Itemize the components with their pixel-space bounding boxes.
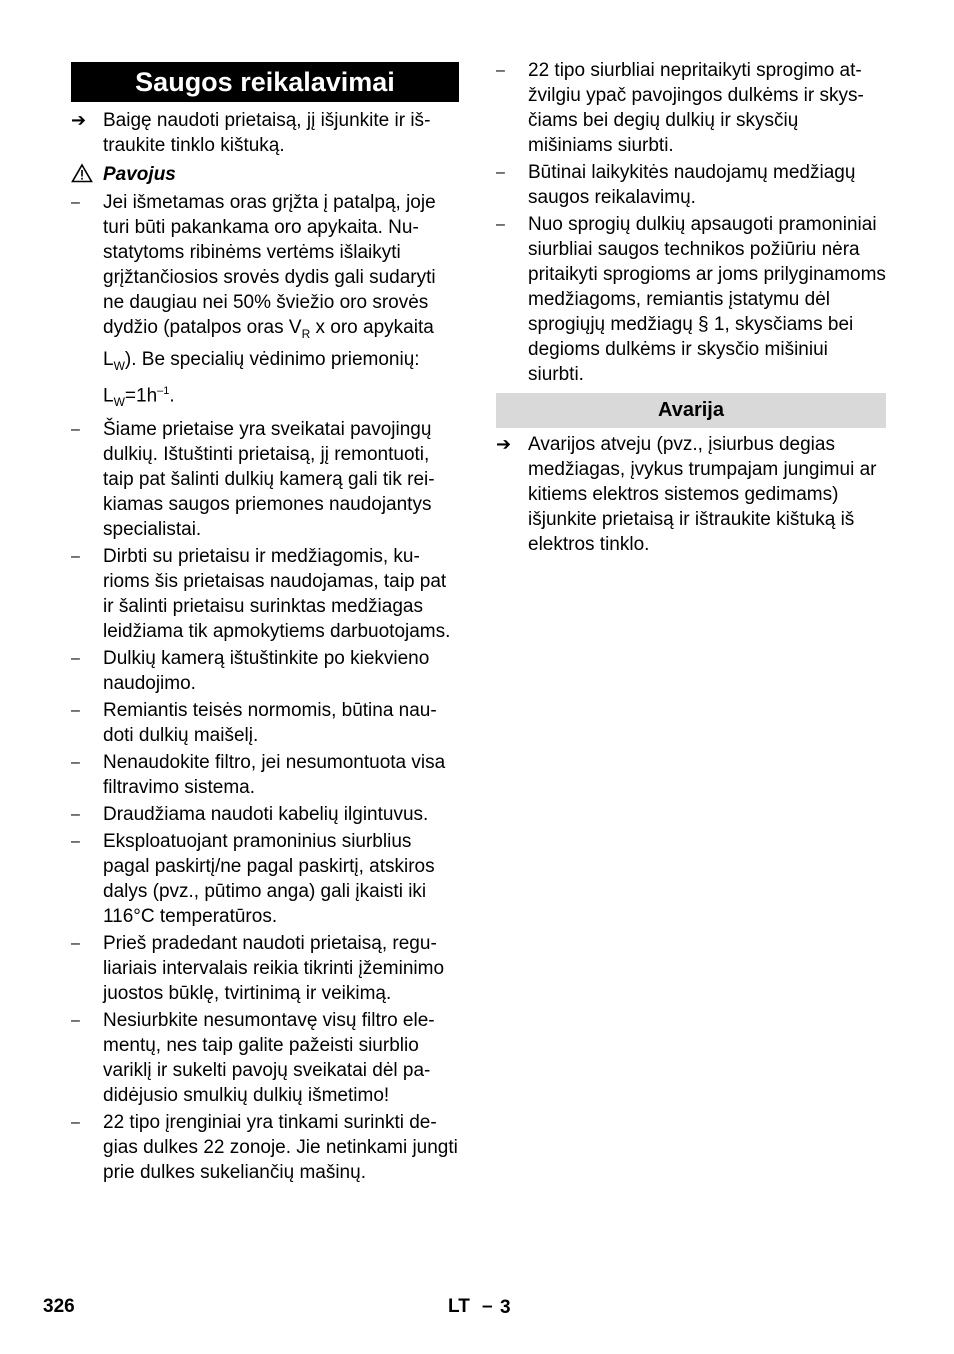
list-item-text: 22 tipo įrenginiai yra tinkami surinkti degias dulkes 22 zonoje. Jie netinkami jungti prie dulkes sukeliančių mašinų. bbox=[103, 1111, 458, 1183]
text-line: statytoms ribinėms vertėms išlaikyti bbox=[103, 242, 401, 263]
list-item-text: Eksploatuojant pramoninius siurblius pagal paskirtį/ne pagal paskirtį, atskiros dalys (pvz., pūtimo anga) gali įkaisti iki 116°C temperatūros. bbox=[103, 830, 435, 927]
dash-bullet: – bbox=[496, 216, 505, 233]
dash-bullet: – bbox=[71, 832, 80, 850]
instruction-item bbox=[496, 432, 886, 557]
left-column bbox=[71, 62, 459, 1187]
list-item-text: Šiame prietaise yra sveikatai pavojingų dulkių. Ištuštinti prietaisą, jį remontuoti, taip pat šalinti dulkių kamerą gali tik reikiamas saugos priemones naudojantys specialistai. bbox=[103, 418, 435, 540]
text-line: turi būti pakankama oro apykaita. Nu- bbox=[103, 217, 419, 238]
section-title-emergency: Avarija bbox=[496, 393, 886, 428]
subscript: W bbox=[113, 394, 125, 409]
section-title-safety: Saugos reikalavimai bbox=[71, 62, 459, 102]
dash-bullet: – bbox=[496, 62, 505, 79]
text-line: Jei išmetamas oras grįžta į patalpą, joje bbox=[103, 192, 436, 213]
right-arrow-icon: ➔ bbox=[71, 110, 87, 130]
list-item-text bbox=[103, 190, 459, 415]
dash-bullet: – bbox=[71, 1113, 80, 1131]
dash-bullet: – bbox=[71, 753, 80, 771]
list-item bbox=[71, 802, 459, 827]
list-item bbox=[71, 417, 459, 542]
list-item bbox=[496, 58, 886, 158]
list-item-text: Nuo sprogių dulkių apsaugoti pramoniniai siurbliai saugos technikos požiūriu nėra pritaikyti sprogioms ar joms prilyginamoms medžiagoms, remiantis įstatymu dėl sprogiųjų medžiagų § 1, skysčiams bei degioms dulkėms ir skysčio mišiniui siurbti. bbox=[528, 214, 886, 385]
list-item bbox=[496, 212, 886, 387]
list-item-text: 22 tipo siurbliai nepritaikyti sprogimo atžvilgiu ypač pavojingos dulkėms ir skysčiams bei degių dulkių ir skysčių mišiniams siurbti. bbox=[528, 60, 864, 156]
dash-bullet: – bbox=[71, 420, 80, 438]
list-item-text: Prieš pradedant naudoti prietaisą, reguliariais intervalais reikia tikrinti įžeminimo juostos būklę, tvirtinimą ir veikimą. bbox=[103, 932, 445, 1004]
list-item-text: Būtinai laikykitės naudojamų medžiagų saugos reikalavimų. bbox=[528, 162, 856, 208]
right-arrow-icon: ➔ bbox=[496, 434, 512, 454]
footer-dash: – bbox=[482, 1296, 493, 1317]
text-fragment: x oro apykaita bbox=[310, 317, 434, 338]
text-fragment: dydžio (patalpos oras V bbox=[103, 317, 302, 338]
right-column bbox=[496, 58, 886, 559]
list-item bbox=[71, 1008, 459, 1108]
list-item-text: Nesiurbkite nesumontavę visų filtro elementų, nes taip galite pažeisti siurblio variklį ir sukelti pavojų sveikatai dėl padidėjusio smulkių dulkių išmetimo! bbox=[103, 1009, 435, 1106]
dash-bullet: – bbox=[71, 805, 80, 823]
list-item bbox=[71, 190, 459, 415]
dash-bullet: – bbox=[71, 649, 80, 667]
text-fragment: L bbox=[103, 348, 114, 370]
list-item bbox=[71, 829, 459, 929]
dash-bullet: – bbox=[71, 934, 80, 952]
instruction-item bbox=[71, 108, 459, 158]
dash-bullet: – bbox=[496, 164, 505, 181]
list-item bbox=[71, 544, 459, 644]
dash-bullet: – bbox=[71, 1011, 80, 1029]
list-item bbox=[71, 931, 459, 1006]
list-item bbox=[71, 646, 459, 696]
dash-bullet: – bbox=[71, 194, 80, 211]
list-item bbox=[496, 160, 886, 210]
sub-page-number: 3 bbox=[500, 1297, 511, 1318]
instruction-text: Avarijos atveju (pvz., įsiurbus degias medžiagas, įvykus trumpajam jungimui ar kitiems elektros sistemos gedimams) išjunkite prietaisą ir ištraukite kištuką iš elektros tinklo. bbox=[528, 434, 877, 555]
subscript: R bbox=[301, 326, 311, 341]
text-fragment: ). Be specialių vėdinimo priemonių: bbox=[124, 348, 420, 370]
list-item-text: Dulkių kamerą ištuštinkite po kiekvieno naudojimo. bbox=[103, 647, 430, 694]
warning-heading bbox=[71, 162, 459, 187]
dash-bullet: – bbox=[71, 701, 80, 719]
superscript: –1 bbox=[157, 384, 170, 397]
language-code: LT bbox=[448, 1296, 470, 1317]
list-item-text: Nenaudokite filtro, jei nesumontuota visa filtravimo sistema. bbox=[103, 751, 446, 798]
list-item-text: Draudžiama naudoti kabelių ilgintuvus. bbox=[103, 803, 429, 825]
dash-bullet: – bbox=[71, 547, 80, 565]
subscript: W bbox=[113, 358, 125, 373]
text-fragment: L bbox=[103, 384, 114, 406]
instruction-text: Baigę naudoti prietaisą, jį išjunkite ir ištraukite tinklo kištuką. bbox=[103, 110, 431, 156]
list-item-text: Dirbti su prietaisu ir medžiagomis, kurioms šis prietaisas naudojamas, taip pat ir šalinti prietaisu surinktas medžiagas leidžiama tik apmokytiems darbuotojams. bbox=[103, 545, 451, 642]
list-item bbox=[71, 1110, 459, 1185]
list-item-text: Remiantis teisės normomis, būtina naudoti dulkių maišelį. bbox=[103, 699, 437, 746]
warning-label: Pavojus bbox=[103, 164, 176, 185]
page-number: 326 bbox=[43, 1296, 75, 1317]
text-fragment: . bbox=[169, 384, 175, 406]
text-fragment: =1h bbox=[124, 384, 158, 406]
list-item bbox=[71, 698, 459, 748]
list-item bbox=[71, 750, 459, 800]
text-line: ne daugiau nei 50% šviežio oro srovės bbox=[103, 292, 429, 313]
warning-triangle-icon bbox=[71, 163, 93, 190]
text-line: grįžtančiosios srovės dydis gali sudaryti bbox=[103, 267, 436, 288]
